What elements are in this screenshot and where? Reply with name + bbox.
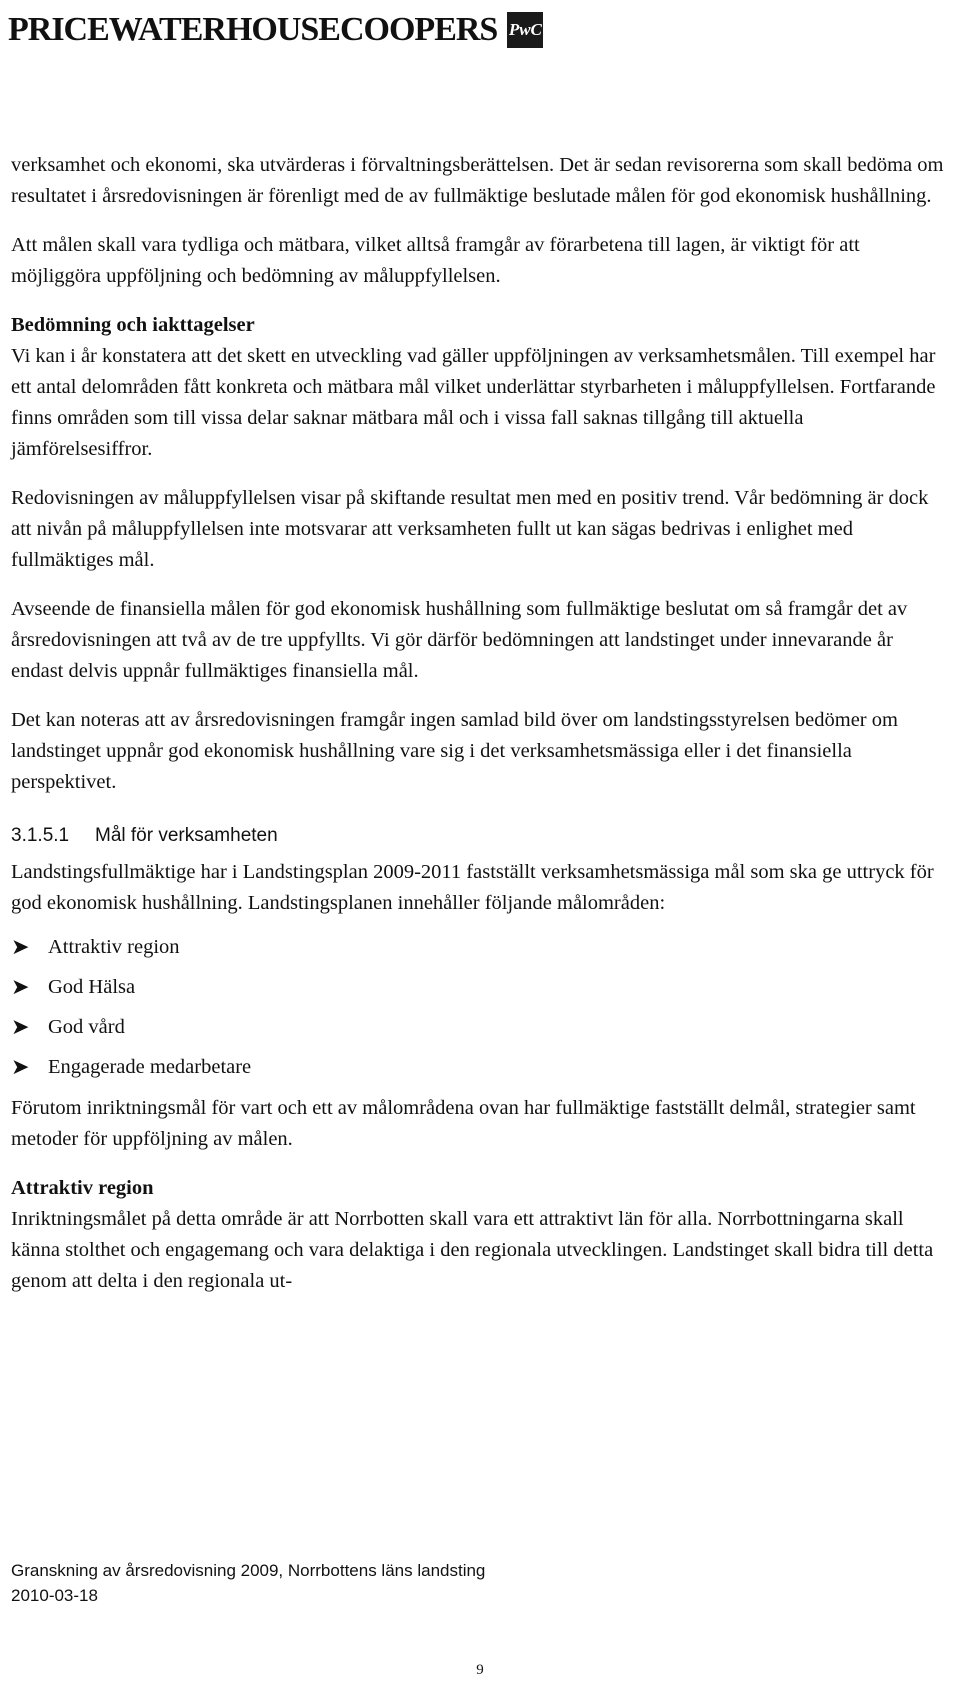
- paragraph-last: Inriktningsmålet på detta område är att Norrbotten skall vara ett attraktivt län för alla. Norrbottningarna skall känna stolthet och engagemang och vara delaktiga i den regionala utvecklingen. Landstinget skall bidra till detta genom att delta i den regionala ut-: [11, 1208, 934, 1292]
- section-number: 3.1.5.1: [11, 825, 70, 846]
- goal-area-list: [11, 927, 946, 1087]
- arrowhead-bullet-icon: ➤: [11, 934, 30, 960]
- list-item: ➤ God Hälsa: [11, 967, 946, 1007]
- arrowhead-bullet-icon: ➤: [11, 1014, 30, 1040]
- paragraph-6: Det kan noteras att av årsredovisningen framgår ingen samlad bild över om landstingsstyrelsen bedömer om landstinget uppnår god ekonomisk hushållning vare sig i det verksamhetsmässiga eller i det finansiella perspektivet.: [11, 709, 898, 793]
- section-intro: Landstingsfullmäktige har i Landstingsplan 2009-2011 fastställt verksamhetsmässiga mål som ska ge uttryck för god ekonomisk hushållning. Landstingsplanen innehåller följande målområden:: [11, 861, 934, 914]
- paragraph-1: verksamhet och ekonomi, ska utvärderas i förvaltningsberättelsen. Det är sedan revisorerna som skall bedöma om resultatet i årsredovisningen är förenligt med de av fullmäktige beslutade målen för god ekonomisk hushållning.: [11, 154, 944, 207]
- company-logo-mark: PwC: [507, 12, 543, 48]
- list-item: ➤ Attraktiv region: [11, 927, 946, 967]
- footer-title: Granskning av årsredovisning 2009, Norrbottens läns landsting: [11, 1561, 486, 1580]
- company-logo-text: PRICEWATERHOUSECOOPERS: [8, 11, 498, 48]
- paragraph-4: Redovisningen av måluppfyllelsen visar på skiftande resultat men med en positiv trend. Vår bedömning är dock att nivån på måluppfyllelsen inte motsvarar att verksamheten fullt ut kan sägas bedrivas i enlighet med fullmäktiges mål.: [11, 487, 929, 571]
- arrowhead-bullet-icon: ➤: [11, 974, 30, 1000]
- header-logo: [8, 6, 543, 54]
- paragraph-5: Avseende de finansiella målen för god ekonomisk hushållning som fullmäktige beslutat om så framgår det av årsredovisningen att två av de tre uppfyllts. Vi gör därför bedömningen att landstinget under innevarande år endast delvis uppnår fullmäktiges finansiella mål.: [11, 598, 908, 682]
- arrowhead-bullet-icon: ➤: [11, 1054, 30, 1080]
- section-heading: [11, 820, 946, 851]
- heading-attraktiv-region: Attraktiv region: [11, 1177, 154, 1199]
- footer: [11, 1558, 485, 1608]
- section-title: Mål för verksamheten: [95, 825, 278, 846]
- list-item: ➤ God vård: [11, 1007, 946, 1047]
- heading-bedomning: Bedömning och iakttagelser: [11, 314, 255, 336]
- document-body: [11, 150, 946, 1297]
- paragraph-2: Att målen skall vara tydliga och mätbara, vilket alltså framgår av förarbetena till lagen, är viktigt för att möjliggöra uppföljning och bedömning av måluppfyllelsen.: [11, 234, 860, 287]
- paragraph-after-list: Förutom inriktningsmål för vart och ett av målområdena ovan har fullmäktige fastställt delmål, strategier samt metoder för uppföljning av målen.: [11, 1097, 916, 1150]
- footer-date: 2010-03-18: [11, 1586, 98, 1605]
- page-number: 9: [476, 1662, 484, 1678]
- list-item: ➤ Engagerade medarbetare: [11, 1047, 946, 1087]
- paragraph-3: Vi kan i år konstatera att det skett en utveckling vad gäller uppföljningen av verksamhetsmålen. Till exempel har ett antal delområden fått konkreta och mätbara mål vilket underlättar styrbarheten i måluppfyllelsen. Fortfarande finns områden som till vissa delar saknar mätbara mål och i vissa fall saknas tillgång till aktuella jämförelsesiffror.: [11, 345, 936, 460]
